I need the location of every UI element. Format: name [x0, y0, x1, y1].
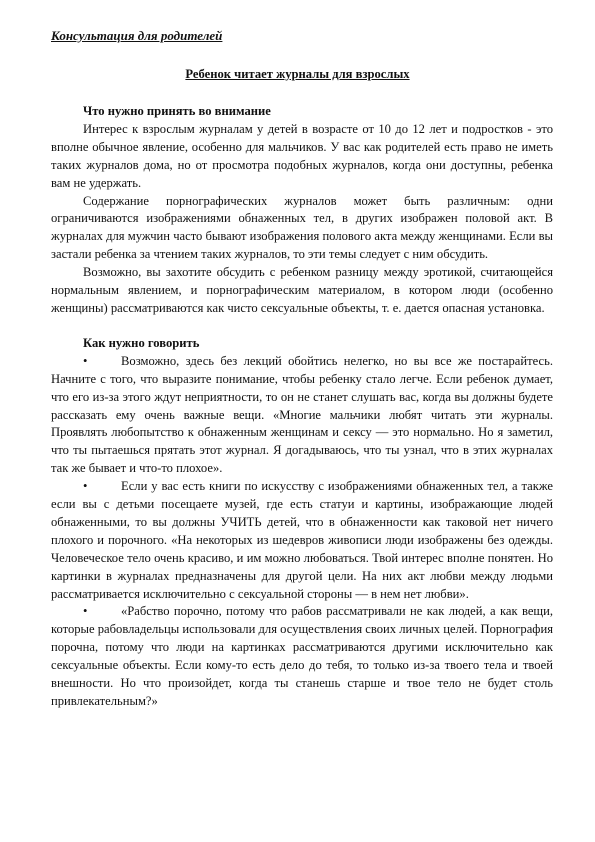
- bullet-item: [51, 478, 553, 603]
- bullet-icon: •: [83, 353, 88, 368]
- bullet-text: «Рабство порочно, потому что рабов рассматривали не как людей, а как вещи, которые рабовладельцы использовали для осуществления своих личных целей. Порнография порочна, потому что люди на картинках рассматриваются другими исключительно как сексуальные объекты. Если кому-то есть дело до тебя, то только из-за твоего тела и твоей внешности. Но что произойдет, когда ты станешь старше и твое тело не будет столь привлекательным?»: [51, 604, 553, 708]
- bullet-icon: •: [83, 479, 88, 494]
- paragraph: Содержание порнографических журналов может быть различным: одни ограничиваются изображениями обнаженных тел, в других изображен половой акт. В журналах для мужчин часто бывают изображения полового акта между женщинами. Если вы застали ребенка за чтением таких журналов, то эти темы следует с ним обсудить.: [51, 193, 553, 262]
- document-body: [51, 103, 553, 711]
- bullet-icon: •: [83, 604, 88, 619]
- bullet-text: Если у вас есть книги по искусству с изображениями обнаженных тел, а также если вы с детьми посещаете музей, где есть статуи и картины, изображающие людей обнаженными, то вы должны УЧИТЬ детей, что в обнаженности как таковой нет ничего плохого и порочного. «На некоторых из шедевров живописи люди изображены без одежды. Человеческое тело очень красиво, и им можно любоваться. Твой интерес вполне понятен. Но картинки в журналах предназначены для другой цели. На них акт любви между людьми рассматривается исключительно с сексуальной стороны — в нем нет любви».: [51, 479, 553, 601]
- bullet-text: Возможно, здесь без лекций обойтись нелегко, но вы все же постарайтесь. Начните с того, что выразите понимание, чтобы ребенку стало легче. Если ребенок думает, что его из-за этого ждут неприятности, то он не станет слушать вас, когда вы должны будете рассказать ему очень важные вещи. «Многие мальчики любят читать эти журналы. Проявлять любопытство к обнаженным женщинам и сексу — это нормально. Но я заметил, что ты пытаешься прятать этот журнал. Я догадываюсь, что ты узнал, что в этих журналах так же бывает и что-то плохое».: [51, 353, 553, 476]
- spacer: [51, 318, 553, 335]
- paragraph: Возможно, вы захотите обсудить с ребенком разницу между эротикой, считающейся нормальным явлением, и порнографическим материалом, в котором люди (особенно женщины) рассматриваются как чисто сексуальные объекты, т. е. дается опасная установка.: [51, 265, 553, 315]
- paragraph: Интерес к взрослым журналам у детей в возрасте от 10 до 12 лет и подростков - это вполне обычное явление, особенно для мальчиков. У вас как родителей есть право не иметь таких журналов дома, но от просмотра подобных журналов, когда они доступны, ребенка вам не удержать.: [51, 121, 553, 190]
- section-heading-considerations: Что нужно принять во внимание: [83, 104, 271, 118]
- bullet-item: [51, 353, 553, 478]
- consultation-header: Консультация для родителей: [51, 28, 223, 43]
- document-title: Ребенок читает журналы для взрослых: [185, 67, 410, 81]
- section-heading-how-to-talk: Как нужно говорить: [83, 335, 200, 350]
- bullet-item: [51, 603, 553, 710]
